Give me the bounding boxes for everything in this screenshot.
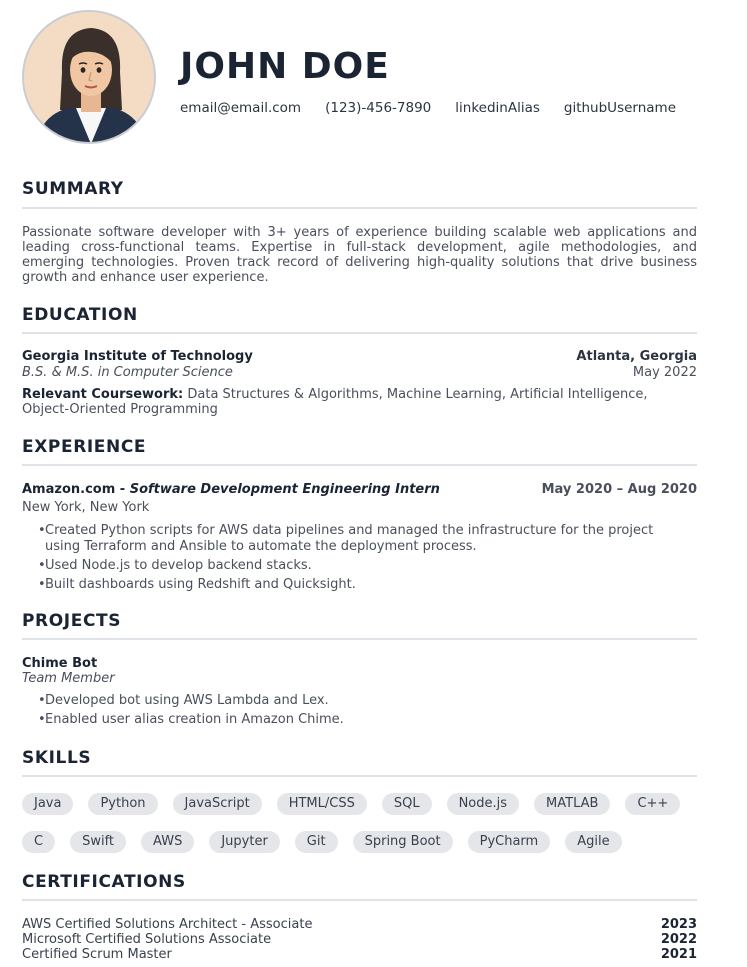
- skill-chip: Swift: [70, 831, 126, 853]
- project-role: Team Member: [22, 671, 115, 686]
- skill-chip: Spring Boot: [353, 831, 453, 853]
- list-item: • Developed bot using AWS Lambda and Lex.: [38, 693, 678, 709]
- skill-chip: SQL: [382, 793, 432, 815]
- skills-divider: [22, 775, 697, 777]
- graduation-date: May 2022: [632, 365, 697, 380]
- certification-row: [22, 917, 697, 932]
- skill-chip: Java: [22, 793, 73, 815]
- school-location: Atlanta, Georgia: [576, 349, 697, 364]
- certification-row: [22, 947, 697, 962]
- job-location: New York, New York: [22, 500, 150, 515]
- skill-chip: JavaScript: [173, 793, 262, 815]
- skill-chip: Git: [295, 831, 338, 853]
- skill-chip: C: [22, 831, 55, 853]
- email-link[interactable]: email@email.com: [180, 100, 302, 116]
- certification-name: Certified Scrum Master: [22, 947, 172, 962]
- avatar-illustration: [24, 12, 156, 144]
- skill-chip: Python: [88, 793, 157, 815]
- job-role: Software Development Engineering Intern: [129, 482, 440, 497]
- summary-heading: SUMMARY: [22, 179, 124, 199]
- skill-chip: AWS: [141, 831, 194, 853]
- education-divider: [22, 332, 697, 334]
- certification-name: Microsoft Certified Solutions Associate: [22, 932, 272, 947]
- certification-year: 2022: [660, 932, 697, 947]
- skill-chip: C++: [625, 793, 680, 815]
- certification-year: 2021: [660, 947, 697, 962]
- degree: B.S. & M.S. in Computer Science: [22, 365, 233, 380]
- certification-year: 2023: [660, 917, 697, 932]
- experience-bullets: [38, 523, 678, 596]
- skill-chip: Node.js: [447, 793, 519, 815]
- certification-name: AWS Certified Solutions Architect - Associate: [22, 917, 313, 932]
- project-name: Chime Bot: [22, 656, 98, 671]
- phone-number: (123)-456-7890: [325, 100, 432, 116]
- coursework-list: Data Structures & Algorithms, Machine Learning, Artificial Intelligence, Object-Oriented Programming: [22, 387, 648, 417]
- skills-list: [22, 793, 702, 869]
- list-item: • Enabled user alias creation in Amazon Chime.: [38, 712, 678, 728]
- certifications-heading: CERTIFICATIONS: [22, 872, 186, 892]
- skill-chip: MATLAB: [534, 793, 610, 815]
- contact-info: [180, 100, 700, 116]
- skills-heading: SKILLS: [22, 748, 92, 768]
- avatar: [22, 10, 156, 144]
- coursework-label: Relevant Coursework:: [22, 387, 184, 402]
- education-heading: EDUCATION: [22, 305, 138, 325]
- skill-chip: PyCharm: [468, 831, 551, 853]
- experience-heading: EXPERIENCE: [22, 437, 147, 457]
- github-link[interactable]: githubUsername: [563, 100, 677, 116]
- summary-divider: [22, 207, 697, 209]
- skill-chip: HTML/CSS: [277, 793, 367, 815]
- list-item: • Used Node.js to develop backend stacks.: [38, 558, 678, 574]
- certification-row: [22, 932, 697, 947]
- linkedin-link[interactable]: linkedinAlias: [455, 100, 540, 116]
- projects-heading: PROJECTS: [22, 611, 122, 631]
- title-separator: -: [115, 482, 130, 497]
- job-dates: May 2020 – Aug 2020: [541, 482, 697, 497]
- summary-text: Passionate software developer with 3+ years of experience building scalable web applications and leading cross-functional teams. Expertise in full-stack development, agile methodologies, and emerging technologies. Proven track record of delivering high-quality solutions that drive business growth and enhance user experience.: [22, 225, 697, 285]
- company-name: Amazon.com: [22, 482, 116, 497]
- project-bullets: [38, 693, 678, 731]
- skill-chip: Jupyter: [209, 831, 279, 853]
- skill-chip: Agile: [565, 831, 621, 853]
- job-title-line: [22, 482, 440, 497]
- school-name: Georgia Institute of Technology: [22, 349, 253, 364]
- candidate-name: JOHN DOE: [180, 46, 390, 87]
- experience-divider: [22, 464, 697, 466]
- list-item: • Created Python scripts for AWS data pipelines and managed the infrastructure for the project using Terraform and Ansible to automate the deployment process.: [38, 523, 678, 555]
- certifications-divider: [22, 899, 697, 901]
- projects-divider: [22, 638, 697, 640]
- coursework: [22, 387, 672, 417]
- list-item: • Built dashboards using Redshift and Quicksight.: [38, 577, 678, 593]
